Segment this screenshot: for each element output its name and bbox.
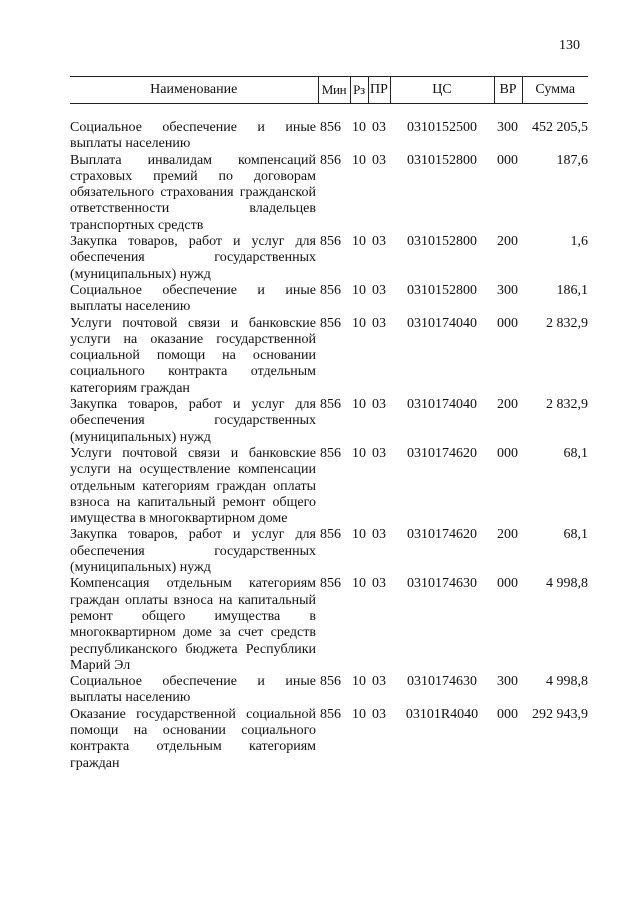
cell-sum: 292 943,9: [532, 706, 588, 722]
cell-vr: 200: [497, 234, 518, 250]
header-sum: Сумма: [522, 77, 588, 104]
cell-name: Услуги почтовой связи и банковские услуги на осуществление компенсации отдельным категориям граждан оплаты взноса на капитальный ремонт общего имущества в многоквартирном доме: [70, 445, 316, 527]
cell-sum: 1,6: [570, 234, 588, 250]
cell-cs: 0310152500: [407, 120, 477, 135]
cell-vr: 300: [497, 120, 518, 135]
table-header: [70, 77, 588, 104]
table-row: [70, 527, 588, 576]
header-min: Мин: [318, 77, 350, 104]
cell-cs: 03101R4040: [405, 706, 479, 722]
cell-min: 856: [320, 397, 341, 413]
header-cs: ЦС: [390, 77, 494, 104]
cell-name: Социальное обеспечение и иные выплаты населению: [70, 674, 316, 706]
table-row: [70, 234, 588, 283]
cell-name: Закупка товаров, работ и услуг для обеспечения государственных (муниципальных) нужд: [70, 397, 316, 445]
table-row: [70, 153, 588, 234]
cell-pr: 03: [372, 234, 386, 250]
cell-sum: 68,1: [563, 527, 588, 543]
header-rz: Рз: [350, 77, 368, 104]
cell-rz: 10: [352, 576, 366, 592]
header-vr: ВР: [494, 77, 522, 104]
header-spacer: [70, 104, 588, 121]
cell-pr: 03: [372, 282, 386, 298]
cell-rz: 10: [352, 234, 366, 250]
cell-cs: 0310174040: [407, 397, 477, 413]
cell-vr: 000: [497, 706, 518, 722]
cell-pr: 03: [372, 152, 386, 168]
table-row: [70, 283, 588, 316]
cell-pr: 03: [372, 397, 386, 413]
cell-cs: 0310174630: [407, 674, 477, 690]
cell-name: Услуги почтовой связи и банковские услуги на оказание государственной социальной помощи на основании социального контракта отдельным категориям граждан: [70, 315, 316, 396]
cell-cs: 0310174630: [407, 576, 477, 592]
cell-name: Закупка товаров, работ и услуг для обеспечения государственных (муниципальных) нужд: [70, 234, 316, 282]
cell-pr: 03: [372, 120, 386, 135]
cell-sum: 2 832,9: [546, 397, 588, 413]
page-number: 130: [559, 38, 580, 53]
cell-min: 856: [320, 120, 341, 135]
cell-min: 856: [320, 445, 341, 461]
table-row: [70, 707, 588, 772]
cell-sum: 68,1: [563, 445, 588, 461]
cell-min: 856: [320, 706, 341, 722]
cell-sum: 186,1: [556, 282, 588, 298]
cell-sum: 187,6: [556, 152, 588, 168]
cell-rz: 10: [352, 445, 366, 461]
cell-vr: 000: [497, 152, 518, 168]
cell-sum: 2 832,9: [546, 315, 588, 331]
table-row: [70, 120, 588, 153]
cell-vr: 000: [497, 315, 518, 331]
cell-rz: 10: [352, 315, 366, 331]
cell-name: Выплата инвалидам компенсаций страховых премий по договорам обязательного страхования гражданской ответственности владельцев транспортных средств: [70, 152, 316, 233]
cell-vr: 200: [497, 527, 518, 543]
cell-vr: 300: [497, 282, 518, 298]
cell-name: Оказание государственной социальной помощи на основании социального контракта отдельным категориям граждан: [70, 706, 316, 771]
cell-cs: 0310174620: [407, 527, 477, 543]
cell-min: 856: [320, 527, 341, 543]
cell-min: 856: [320, 234, 341, 250]
table-body: [70, 104, 588, 772]
cell-pr: 03: [372, 527, 386, 543]
table-row: [70, 576, 588, 674]
cell-min: 856: [320, 282, 341, 298]
cell-rz: 10: [352, 674, 366, 690]
cell-min: 856: [320, 674, 341, 690]
cell-rz: 10: [352, 282, 366, 298]
cell-name: Закупка товаров, работ и услуг для обеспечения государственных (муниципальных) нужд: [70, 527, 316, 576]
cell-rz: 10: [352, 152, 366, 168]
cell-sum: 4 998,8: [546, 576, 588, 592]
cell-cs: 0310152800: [407, 282, 477, 298]
cell-vr: 200: [497, 397, 518, 413]
cell-rz: 10: [352, 527, 366, 543]
table-row: [70, 316, 588, 397]
cell-name: Компенсация отдельным категориям граждан оплаты взноса на капитальный ремонт общего имущества в многоквартирном доме за счет средств республиканского бюджета Республики Марий Эл: [70, 576, 316, 673]
header-pr: ПР: [368, 77, 390, 104]
cell-cs: 0310152800: [407, 152, 477, 168]
cell-min: 856: [320, 576, 341, 592]
cell-pr: 03: [372, 706, 386, 722]
table-row: [70, 674, 588, 707]
cell-cs: 0310152800: [407, 234, 477, 250]
cell-vr: 000: [497, 576, 518, 592]
cell-sum: 4 998,8: [546, 674, 588, 690]
cell-cs: 0310174620: [407, 445, 477, 461]
table-row: [70, 397, 588, 446]
cell-rz: 10: [352, 120, 366, 135]
cell-name: Социальное обеспечение и иные выплаты населению: [70, 282, 316, 315]
cell-rz: 10: [352, 706, 366, 722]
header-name: Наименование: [70, 77, 318, 104]
cell-pr: 03: [372, 315, 386, 331]
cell-pr: 03: [372, 576, 386, 592]
cell-min: 856: [320, 315, 341, 331]
cell-rz: 10: [352, 397, 366, 413]
cell-vr: 000: [497, 445, 518, 461]
cell-sum: 452 205,5: [532, 120, 588, 135]
cell-cs: 0310174040: [407, 315, 477, 331]
cell-min: 856: [320, 152, 341, 168]
table-row: [70, 446, 588, 527]
cell-pr: 03: [372, 674, 386, 690]
cell-vr: 300: [497, 674, 518, 690]
cell-name: Социальное обеспечение и иные выплаты населению: [70, 120, 316, 152]
cell-pr: 03: [372, 445, 386, 461]
budget-table: [70, 76, 588, 772]
